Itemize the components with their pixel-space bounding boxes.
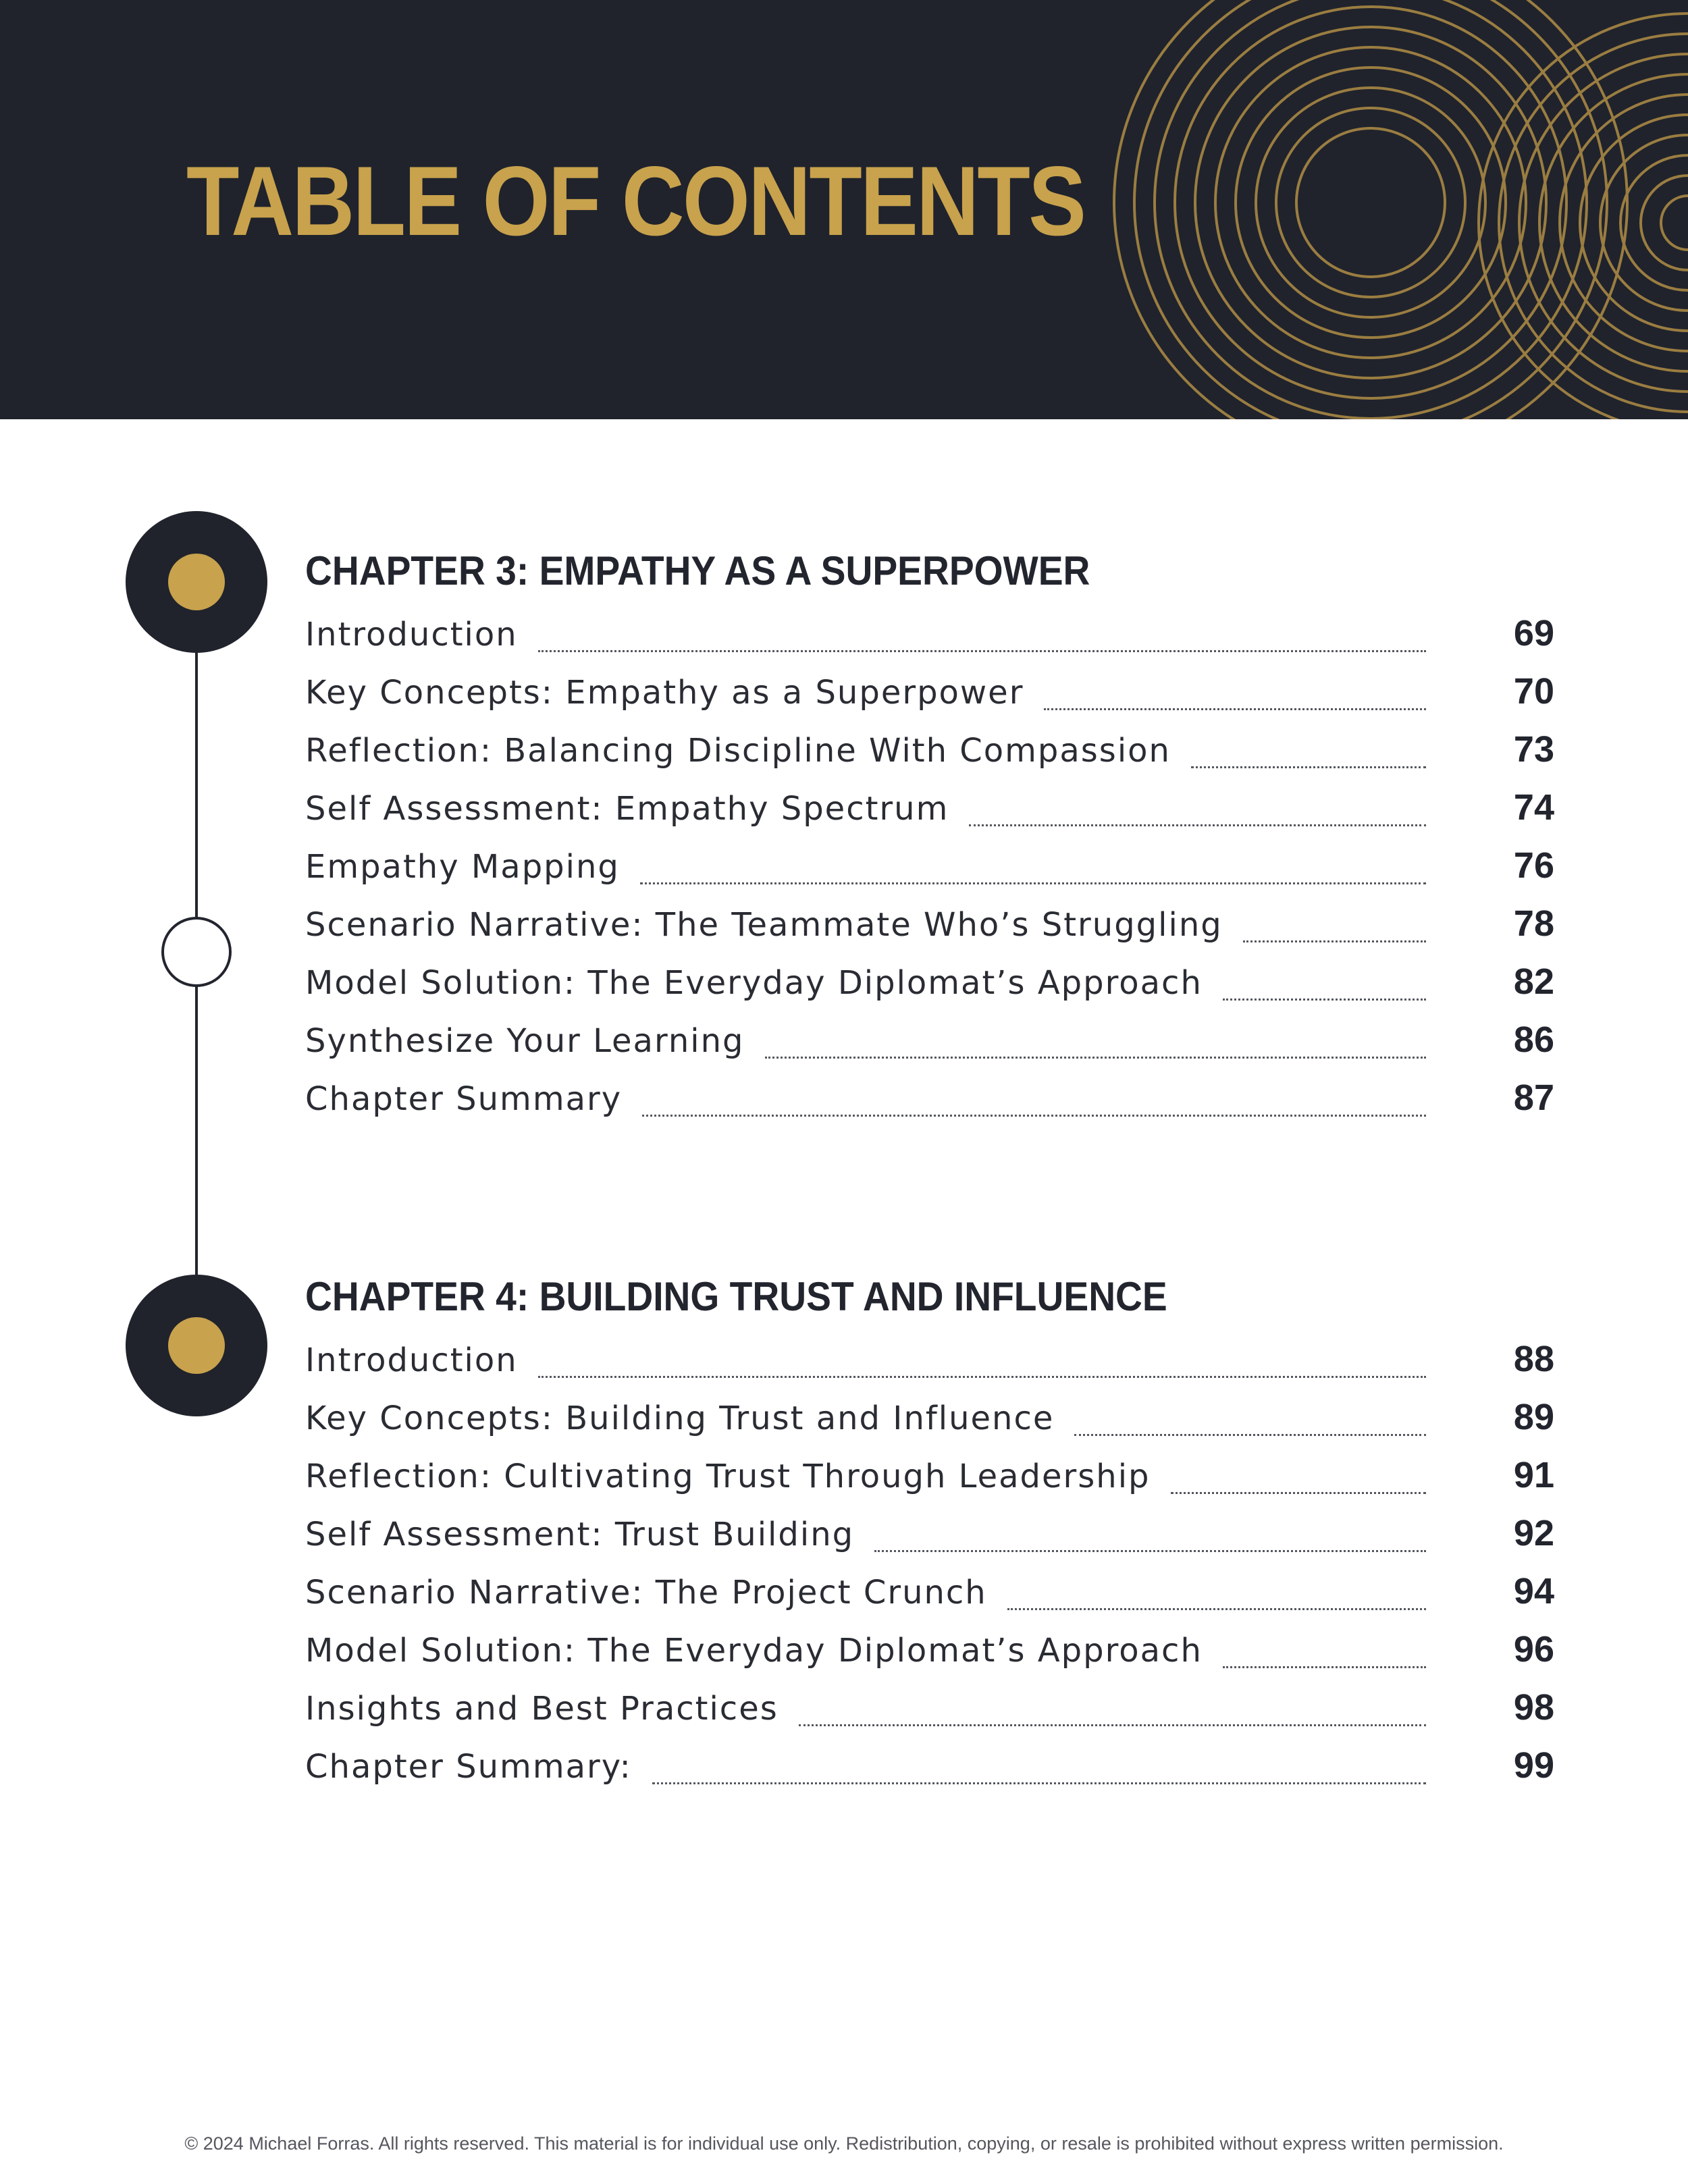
chapter-4-title: CHAPTER 4: BUILDING TRUST AND INFLUENCE	[305, 1274, 1167, 1319]
toc-entry-page: 87	[1513, 1077, 1554, 1118]
toc-entry-page: 88	[1513, 1339, 1554, 1379]
toc-entry-label: Insights and Best Practices	[305, 1690, 779, 1728]
dot-leader	[1074, 1434, 1426, 1436]
toc-entry-label: Chapter Summary	[305, 1080, 623, 1118]
dot-leader	[640, 882, 1426, 884]
toc-entry-label: Introduction	[305, 1341, 518, 1379]
toc-entry-page: 78	[1513, 903, 1554, 944]
toc-entry[interactable]	[305, 1019, 1554, 1077]
toc-entry-page: 92	[1513, 1513, 1554, 1553]
dot-leader	[1171, 1492, 1427, 1494]
toc-entry-label: Model Solution: The Everyday Diplomat’s Approach	[305, 964, 1203, 1002]
toc-entry[interactable]	[305, 612, 1554, 670]
toc-entry[interactable]	[305, 1077, 1554, 1135]
toc-entry-label: Reflection: Cultivating Trust Through Leadership	[305, 1458, 1151, 1495]
toc-entry[interactable]	[305, 728, 1554, 787]
toc-entry-label: Self Assessment: Trust Building	[305, 1516, 855, 1553]
timeline-node-inner-chapter-4	[168, 1317, 225, 1374]
timeline	[0, 0, 338, 1485]
timeline-midpoint-node	[163, 918, 230, 986]
toc-entry[interactable]	[305, 787, 1554, 845]
toc-entry[interactable]	[305, 1512, 1554, 1570]
dot-leader	[538, 1376, 1426, 1378]
dot-leader	[652, 1782, 1426, 1784]
toc-entry[interactable]	[305, 1454, 1554, 1512]
dot-leader	[765, 1057, 1426, 1059]
chapter-3-title: CHAPTER 3: EMPATHY AS A SUPERPOWER	[305, 548, 1090, 593]
toc-entry-page: 69	[1513, 613, 1554, 654]
toc-entry[interactable]	[305, 903, 1554, 961]
toc-entry-page: 94	[1513, 1571, 1554, 1612]
toc-entry-label: Chapter Summary:	[305, 1748, 632, 1786]
dot-leader	[1044, 708, 1426, 710]
copyright-footer: © 2024 Michael Forras. All rights reserved. This material is for individual use only. Redistribution, copying, or resale is prohibited without express written permission.	[184, 2133, 1504, 2154]
toc-entry[interactable]	[305, 845, 1554, 903]
toc-entry-page: 82	[1513, 961, 1554, 1002]
toc-entry-label: Empathy Mapping	[305, 848, 620, 886]
dot-leader	[1243, 940, 1426, 942]
toc-entry-label: Synthesize Your Learning	[305, 1022, 745, 1060]
chapter-3-entries	[305, 612, 1554, 1135]
dot-leader	[1223, 1666, 1426, 1668]
toc-entry-page: 86	[1513, 1019, 1554, 1060]
toc-entry-label: Introduction	[305, 616, 518, 654]
toc-entry[interactable]	[305, 1396, 1554, 1454]
toc-entry[interactable]	[305, 1686, 1554, 1744]
dot-leader	[874, 1550, 1426, 1552]
toc-entry-page: 76	[1513, 845, 1554, 886]
dot-leader	[1191, 766, 1426, 768]
toc-entry-page: 89	[1513, 1397, 1554, 1437]
toc-entry-label: Key Concepts: Building Trust and Influence	[305, 1400, 1055, 1437]
toc-entry[interactable]	[305, 1570, 1554, 1628]
toc-entry-page: 96	[1513, 1629, 1554, 1670]
dot-leader	[799, 1724, 1426, 1726]
toc-entry-label: Reflection: Balancing Discipline With Compassion	[305, 732, 1171, 770]
toc-entry-page: 99	[1513, 1745, 1554, 1786]
toc-entry[interactable]	[305, 1338, 1554, 1396]
dot-leader	[1007, 1608, 1426, 1610]
dot-leader	[538, 650, 1426, 652]
toc-entry-label: Key Concepts: Empathy as a Superpower	[305, 674, 1024, 712]
toc-entry-page: 74	[1513, 787, 1554, 828]
toc-entry-label: Self Assessment: Empathy Spectrum	[305, 790, 949, 828]
toc-entry[interactable]	[305, 1628, 1554, 1686]
dot-leader	[969, 824, 1426, 826]
toc-entry-label: Scenario Narrative: The Teammate Who’s Struggling	[305, 906, 1223, 944]
toc-entry-page: 73	[1513, 729, 1554, 770]
toc-entry-page: 70	[1513, 671, 1554, 712]
toc-entry-label: Model Solution: The Everyday Diplomat’s Approach	[305, 1632, 1203, 1670]
toc-entry-label: Scenario Narrative: The Project Crunch	[305, 1574, 987, 1612]
toc-entry[interactable]	[305, 670, 1554, 728]
timeline-node-inner-chapter-3	[168, 554, 225, 610]
dot-leader	[642, 1115, 1426, 1117]
toc-entry[interactable]	[305, 961, 1554, 1019]
toc-entry-page: 98	[1513, 1687, 1554, 1728]
toc-entry-page: 91	[1513, 1455, 1554, 1495]
dot-leader	[1223, 998, 1426, 1001]
page-title: TABLE OF CONTENTS	[186, 146, 1085, 256]
chapter-4-entries	[305, 1338, 1554, 1803]
toc-entry[interactable]	[305, 1744, 1554, 1803]
